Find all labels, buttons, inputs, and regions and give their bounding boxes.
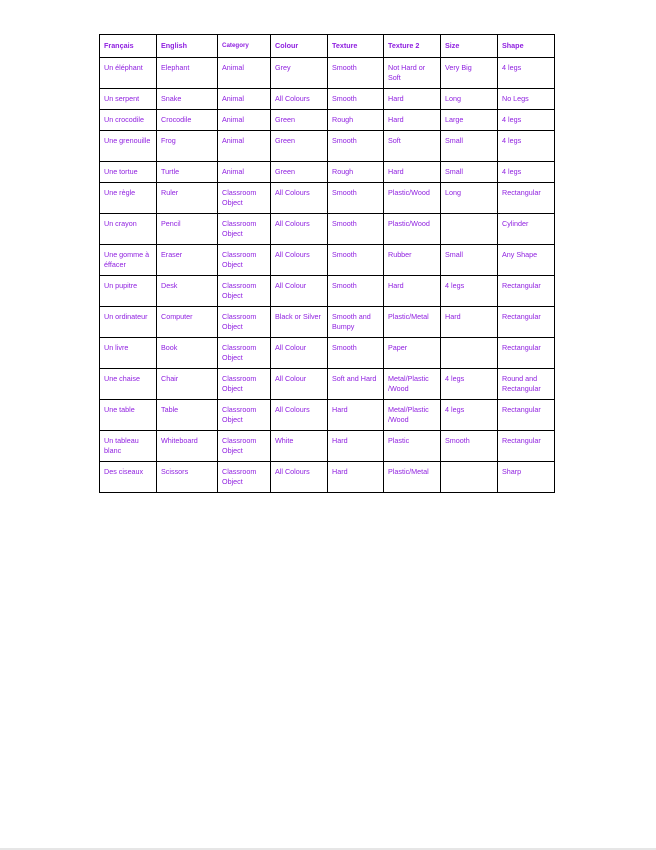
cell-texture: Smooth	[328, 89, 384, 110]
cell-shape: Cylinder	[498, 214, 555, 245]
cell-shape: Rectangular	[498, 431, 555, 462]
cell-francais: Un crocodile	[100, 110, 157, 131]
cell-colour: All Colour	[271, 369, 328, 400]
cell-texture: Smooth	[328, 214, 384, 245]
cell-shape: 4 legs	[498, 58, 555, 89]
cell-english: Pencil	[157, 214, 218, 245]
cell-shape: No Legs	[498, 89, 555, 110]
cell-texture-2: Hard	[384, 110, 441, 131]
cell-size: 4 legs	[441, 369, 498, 400]
cell-category: Animal	[218, 162, 271, 183]
cell-francais: Un crayon	[100, 214, 157, 245]
cell-category: Classroom Object	[218, 245, 271, 276]
cell-texture-2: Plastic	[384, 431, 441, 462]
cell-francais: Un serpent	[100, 89, 157, 110]
table-row	[100, 307, 555, 338]
cell-shape: 4 legs	[498, 162, 555, 183]
table-row	[100, 400, 555, 431]
cell-colour: All Colour	[271, 338, 328, 369]
table-row	[100, 431, 555, 462]
cell-shape: Rectangular	[498, 338, 555, 369]
cell-size	[441, 462, 498, 493]
cell-size: Long	[441, 89, 498, 110]
cell-category: Classroom Object	[218, 183, 271, 214]
cell-colour: Black or Silver	[271, 307, 328, 338]
vocabulary-table	[99, 34, 555, 493]
cell-english: Scissors	[157, 462, 218, 493]
cell-shape: Sharp	[498, 462, 555, 493]
cell-english: Ruler	[157, 183, 218, 214]
cell-category: Animal	[218, 131, 271, 162]
cell-english: Frog	[157, 131, 218, 162]
cell-category: Classroom Object	[218, 307, 271, 338]
cell-category: Classroom Object	[218, 400, 271, 431]
cell-english: Turtle	[157, 162, 218, 183]
cell-texture-2: Plastic/Metal	[384, 462, 441, 493]
cell-texture-2: Metal/Plastic /Wood	[384, 369, 441, 400]
cell-size: 4 legs	[441, 276, 498, 307]
cell-texture-2: Plastic/Wood	[384, 183, 441, 214]
cell-francais: Un ordinateur	[100, 307, 157, 338]
cell-texture: Smooth and Bumpy	[328, 307, 384, 338]
cell-shape: Rectangular	[498, 400, 555, 431]
cell-texture: Soft and Hard	[328, 369, 384, 400]
cell-category: Animal	[218, 110, 271, 131]
cell-colour: All Colours	[271, 89, 328, 110]
header-size: Size	[441, 35, 498, 58]
cell-category: Animal	[218, 58, 271, 89]
cell-colour: All Colour	[271, 276, 328, 307]
cell-colour: White	[271, 431, 328, 462]
header-texture: Texture	[328, 35, 384, 58]
cell-english: Computer	[157, 307, 218, 338]
cell-colour: Green	[271, 162, 328, 183]
cell-english: Chair	[157, 369, 218, 400]
cell-shape: 4 legs	[498, 110, 555, 131]
cell-colour: All Colours	[271, 214, 328, 245]
cell-category: Classroom Object	[218, 214, 271, 245]
table-row	[100, 162, 555, 183]
cell-shape: 4 legs	[498, 131, 555, 162]
cell-texture: Hard	[328, 462, 384, 493]
cell-english: Eraser	[157, 245, 218, 276]
cell-texture-2: Paper	[384, 338, 441, 369]
cell-category: Classroom Object	[218, 276, 271, 307]
cell-colour: Grey	[271, 58, 328, 89]
cell-texture: Smooth	[328, 338, 384, 369]
cell-shape: Rectangular	[498, 276, 555, 307]
cell-size	[441, 214, 498, 245]
cell-texture: Smooth	[328, 131, 384, 162]
table-row	[100, 214, 555, 245]
cell-francais: Des ciseaux	[100, 462, 157, 493]
cell-colour: All Colours	[271, 245, 328, 276]
cell-francais: Un pupitre	[100, 276, 157, 307]
cell-francais: Une grenouille	[100, 131, 157, 162]
cell-english: Elephant	[157, 58, 218, 89]
cell-category: Classroom Object	[218, 462, 271, 493]
table-row	[100, 89, 555, 110]
table-row	[100, 338, 555, 369]
cell-texture: Smooth	[328, 276, 384, 307]
table-row	[100, 369, 555, 400]
header-shape: Shape	[498, 35, 555, 58]
cell-size: Small	[441, 131, 498, 162]
header-colour: Colour	[271, 35, 328, 58]
cell-category: Animal	[218, 89, 271, 110]
cell-texture-2: Metal/Plastic /Wood	[384, 400, 441, 431]
table-row	[100, 183, 555, 214]
cell-size: Smooth	[441, 431, 498, 462]
cell-texture-2: Rubber	[384, 245, 441, 276]
cell-colour: All Colours	[271, 183, 328, 214]
header-francais: Français	[100, 35, 157, 58]
cell-texture: Rough	[328, 162, 384, 183]
cell-english: Crocodile	[157, 110, 218, 131]
header-texture-2: Texture 2	[384, 35, 441, 58]
header-category: Category	[218, 35, 271, 58]
cell-texture: Smooth	[328, 183, 384, 214]
cell-size: Small	[441, 162, 498, 183]
table-row	[100, 276, 555, 307]
cell-texture-2: Soft	[384, 131, 441, 162]
cell-category: Classroom Object	[218, 431, 271, 462]
cell-shape: Round and Rectangular	[498, 369, 555, 400]
cell-francais: Un tableau blanc	[100, 431, 157, 462]
cell-texture-2: Hard	[384, 162, 441, 183]
cell-colour: Green	[271, 110, 328, 131]
cell-texture: Smooth	[328, 58, 384, 89]
cell-francais: Un livre	[100, 338, 157, 369]
cell-english: Snake	[157, 89, 218, 110]
cell-texture: Hard	[328, 431, 384, 462]
cell-francais: Un éléphant	[100, 58, 157, 89]
cell-english: Book	[157, 338, 218, 369]
cell-size: Hard	[441, 307, 498, 338]
cell-texture-2: Not Hard or Soft	[384, 58, 441, 89]
cell-texture: Rough	[328, 110, 384, 131]
cell-texture-2: Hard	[384, 89, 441, 110]
cell-shape: Rectangular	[498, 183, 555, 214]
cell-texture-2: Plastic/Wood	[384, 214, 441, 245]
cell-colour: All Colours	[271, 462, 328, 493]
table-row	[100, 462, 555, 493]
cell-english: Table	[157, 400, 218, 431]
cell-texture: Smooth	[328, 245, 384, 276]
cell-francais: Une gomme à éffacer	[100, 245, 157, 276]
cell-category: Classroom Object	[218, 369, 271, 400]
table-row	[100, 245, 555, 276]
cell-size: Long	[441, 183, 498, 214]
cell-category: Classroom Object	[218, 338, 271, 369]
table-header-row	[100, 35, 555, 58]
cell-colour: All Colours	[271, 400, 328, 431]
header-english: English	[157, 35, 218, 58]
cell-francais: Une règle	[100, 183, 157, 214]
table-row	[100, 110, 555, 131]
cell-size: Very Big	[441, 58, 498, 89]
table-row	[100, 131, 555, 162]
cell-size	[441, 338, 498, 369]
cell-english: Whiteboard	[157, 431, 218, 462]
cell-texture-2: Hard	[384, 276, 441, 307]
cell-francais: Une chaise	[100, 369, 157, 400]
cell-colour: Green	[271, 131, 328, 162]
cell-size: Small	[441, 245, 498, 276]
cell-shape: Rectangular	[498, 307, 555, 338]
cell-size: Large	[441, 110, 498, 131]
cell-size: 4 legs	[441, 400, 498, 431]
table-row	[100, 58, 555, 89]
cell-francais: Une table	[100, 400, 157, 431]
cell-texture: Hard	[328, 400, 384, 431]
cell-english: Desk	[157, 276, 218, 307]
cell-shape: Any Shape	[498, 245, 555, 276]
cell-texture-2: Plastic/Metal	[384, 307, 441, 338]
cell-francais: Une tortue	[100, 162, 157, 183]
